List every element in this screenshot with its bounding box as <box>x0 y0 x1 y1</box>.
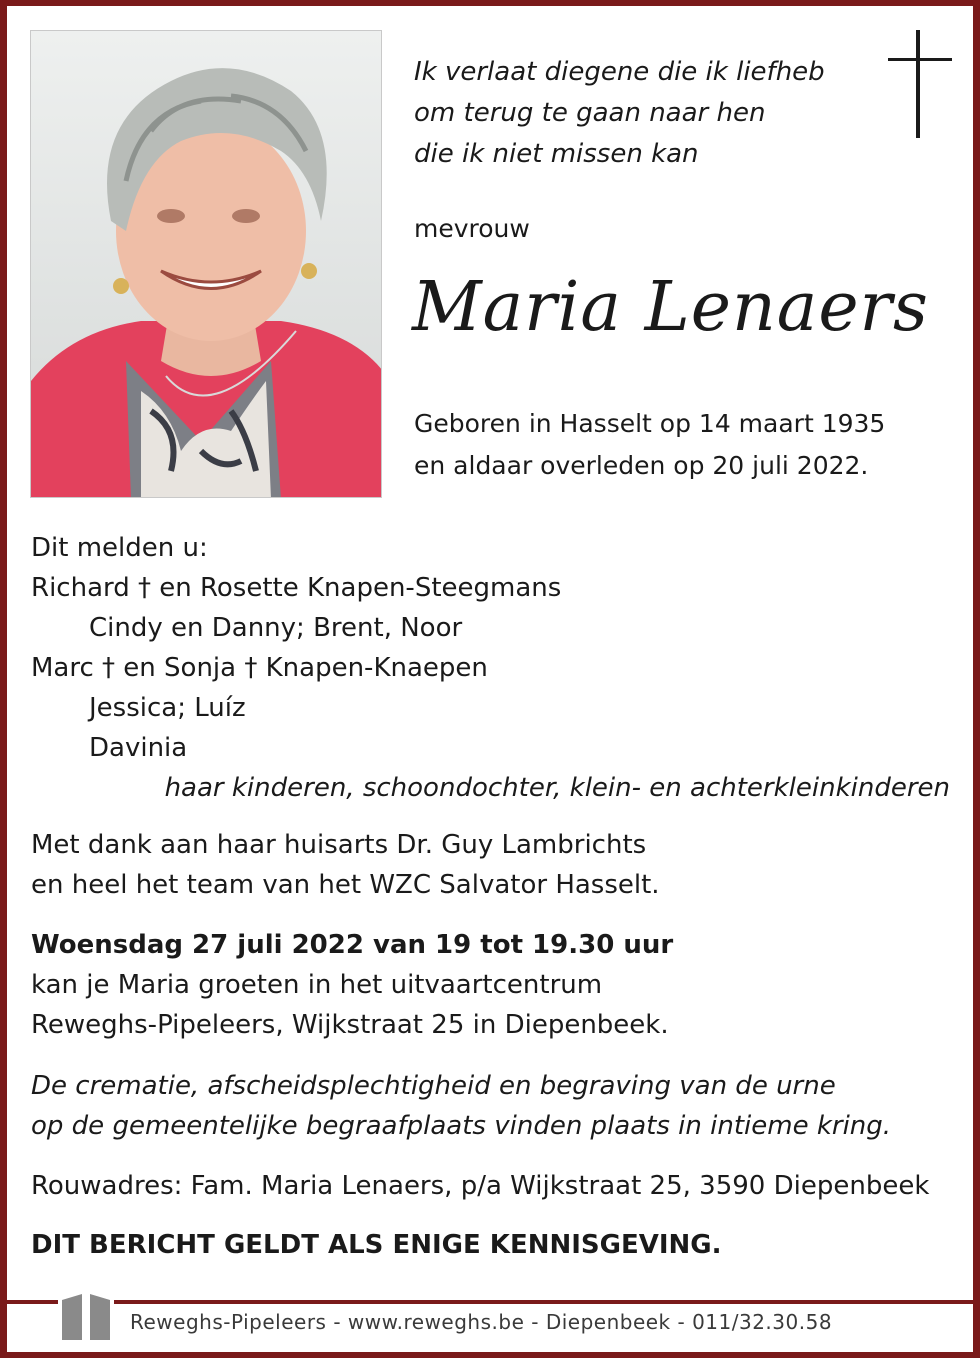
visitation-line: Reweghs-Pipeleers, Wijkstraat 25 in Diepenbeek. <box>31 1010 669 1040</box>
poem-line: die ik niet missen kan <box>414 139 699 169</box>
thanks-section <box>31 825 950 905</box>
deceased-name: Maria Lenaers <box>412 268 929 347</box>
poem <box>414 52 825 175</box>
name-prefix: mevrouw <box>414 214 530 243</box>
thanks-line: Met dank aan haar huisarts Dr. Guy Lambrichts <box>31 830 647 860</box>
visitation-date: Woensdag 27 juli 2022 van 19 tot 19.30 uur <box>31 930 674 960</box>
poem-line: Ik verlaat diegene die ik liefheb <box>414 57 825 87</box>
family-line: Jessica; Luíz <box>89 693 246 723</box>
cremation-section <box>31 1066 950 1146</box>
funeral-home-logo-icon <box>58 1290 114 1342</box>
thanks-line: en heel het team van het WZC Salvator Hasselt. <box>31 870 660 900</box>
family-line: Marc † en Sonja † Knapen-Knaepen <box>31 653 488 683</box>
footer-contact: Reweghs-Pipeleers - www.reweghs.be - Diepenbeek - 011/32.30.58 <box>130 1310 833 1334</box>
footer-divider <box>7 1300 973 1304</box>
poem-line: om terug te gaan naar hen <box>414 98 766 128</box>
death-line: en aldaar overleden op 20 juli 2022. <box>414 451 869 480</box>
cremation-line: op de gemeentelijke begraafplaats vinden plaats in intieme kring. <box>31 1111 892 1141</box>
portrait-illustration <box>31 31 382 498</box>
family-line: Davinia <box>89 733 188 763</box>
cross-icon <box>888 30 952 138</box>
visitation-line: kan je Maria groeten in het uitvaartcentrum <box>31 970 603 1000</box>
official-notice: DIT BERICHT GELDT ALS ENIGE KENNISGEVING. <box>31 1230 722 1260</box>
family-relation: haar kinderen, schoondochter, klein- en achterkleinkinderen <box>164 773 950 803</box>
family-line: Richard † en Rosette Knapen-Steegmans <box>31 573 562 603</box>
birth-line: Geboren in Hasselt op 14 maart 1935 <box>414 409 886 438</box>
birth-death-info <box>414 403 885 487</box>
cremation-line: De crematie, afscheidsplechtigheid en begraving van de urne <box>31 1071 836 1101</box>
family-intro: Dit melden u: <box>31 533 208 563</box>
family-line: Cindy en Danny; Brent, Noor <box>89 613 463 643</box>
portrait-photo <box>30 30 382 498</box>
mourning-address: Rouwadres: Fam. Maria Lenaers, p/a Wijkstraat 25, 3590 Diepenbeek <box>31 1171 930 1201</box>
visitation-section <box>31 925 950 1045</box>
family-section <box>31 528 950 808</box>
